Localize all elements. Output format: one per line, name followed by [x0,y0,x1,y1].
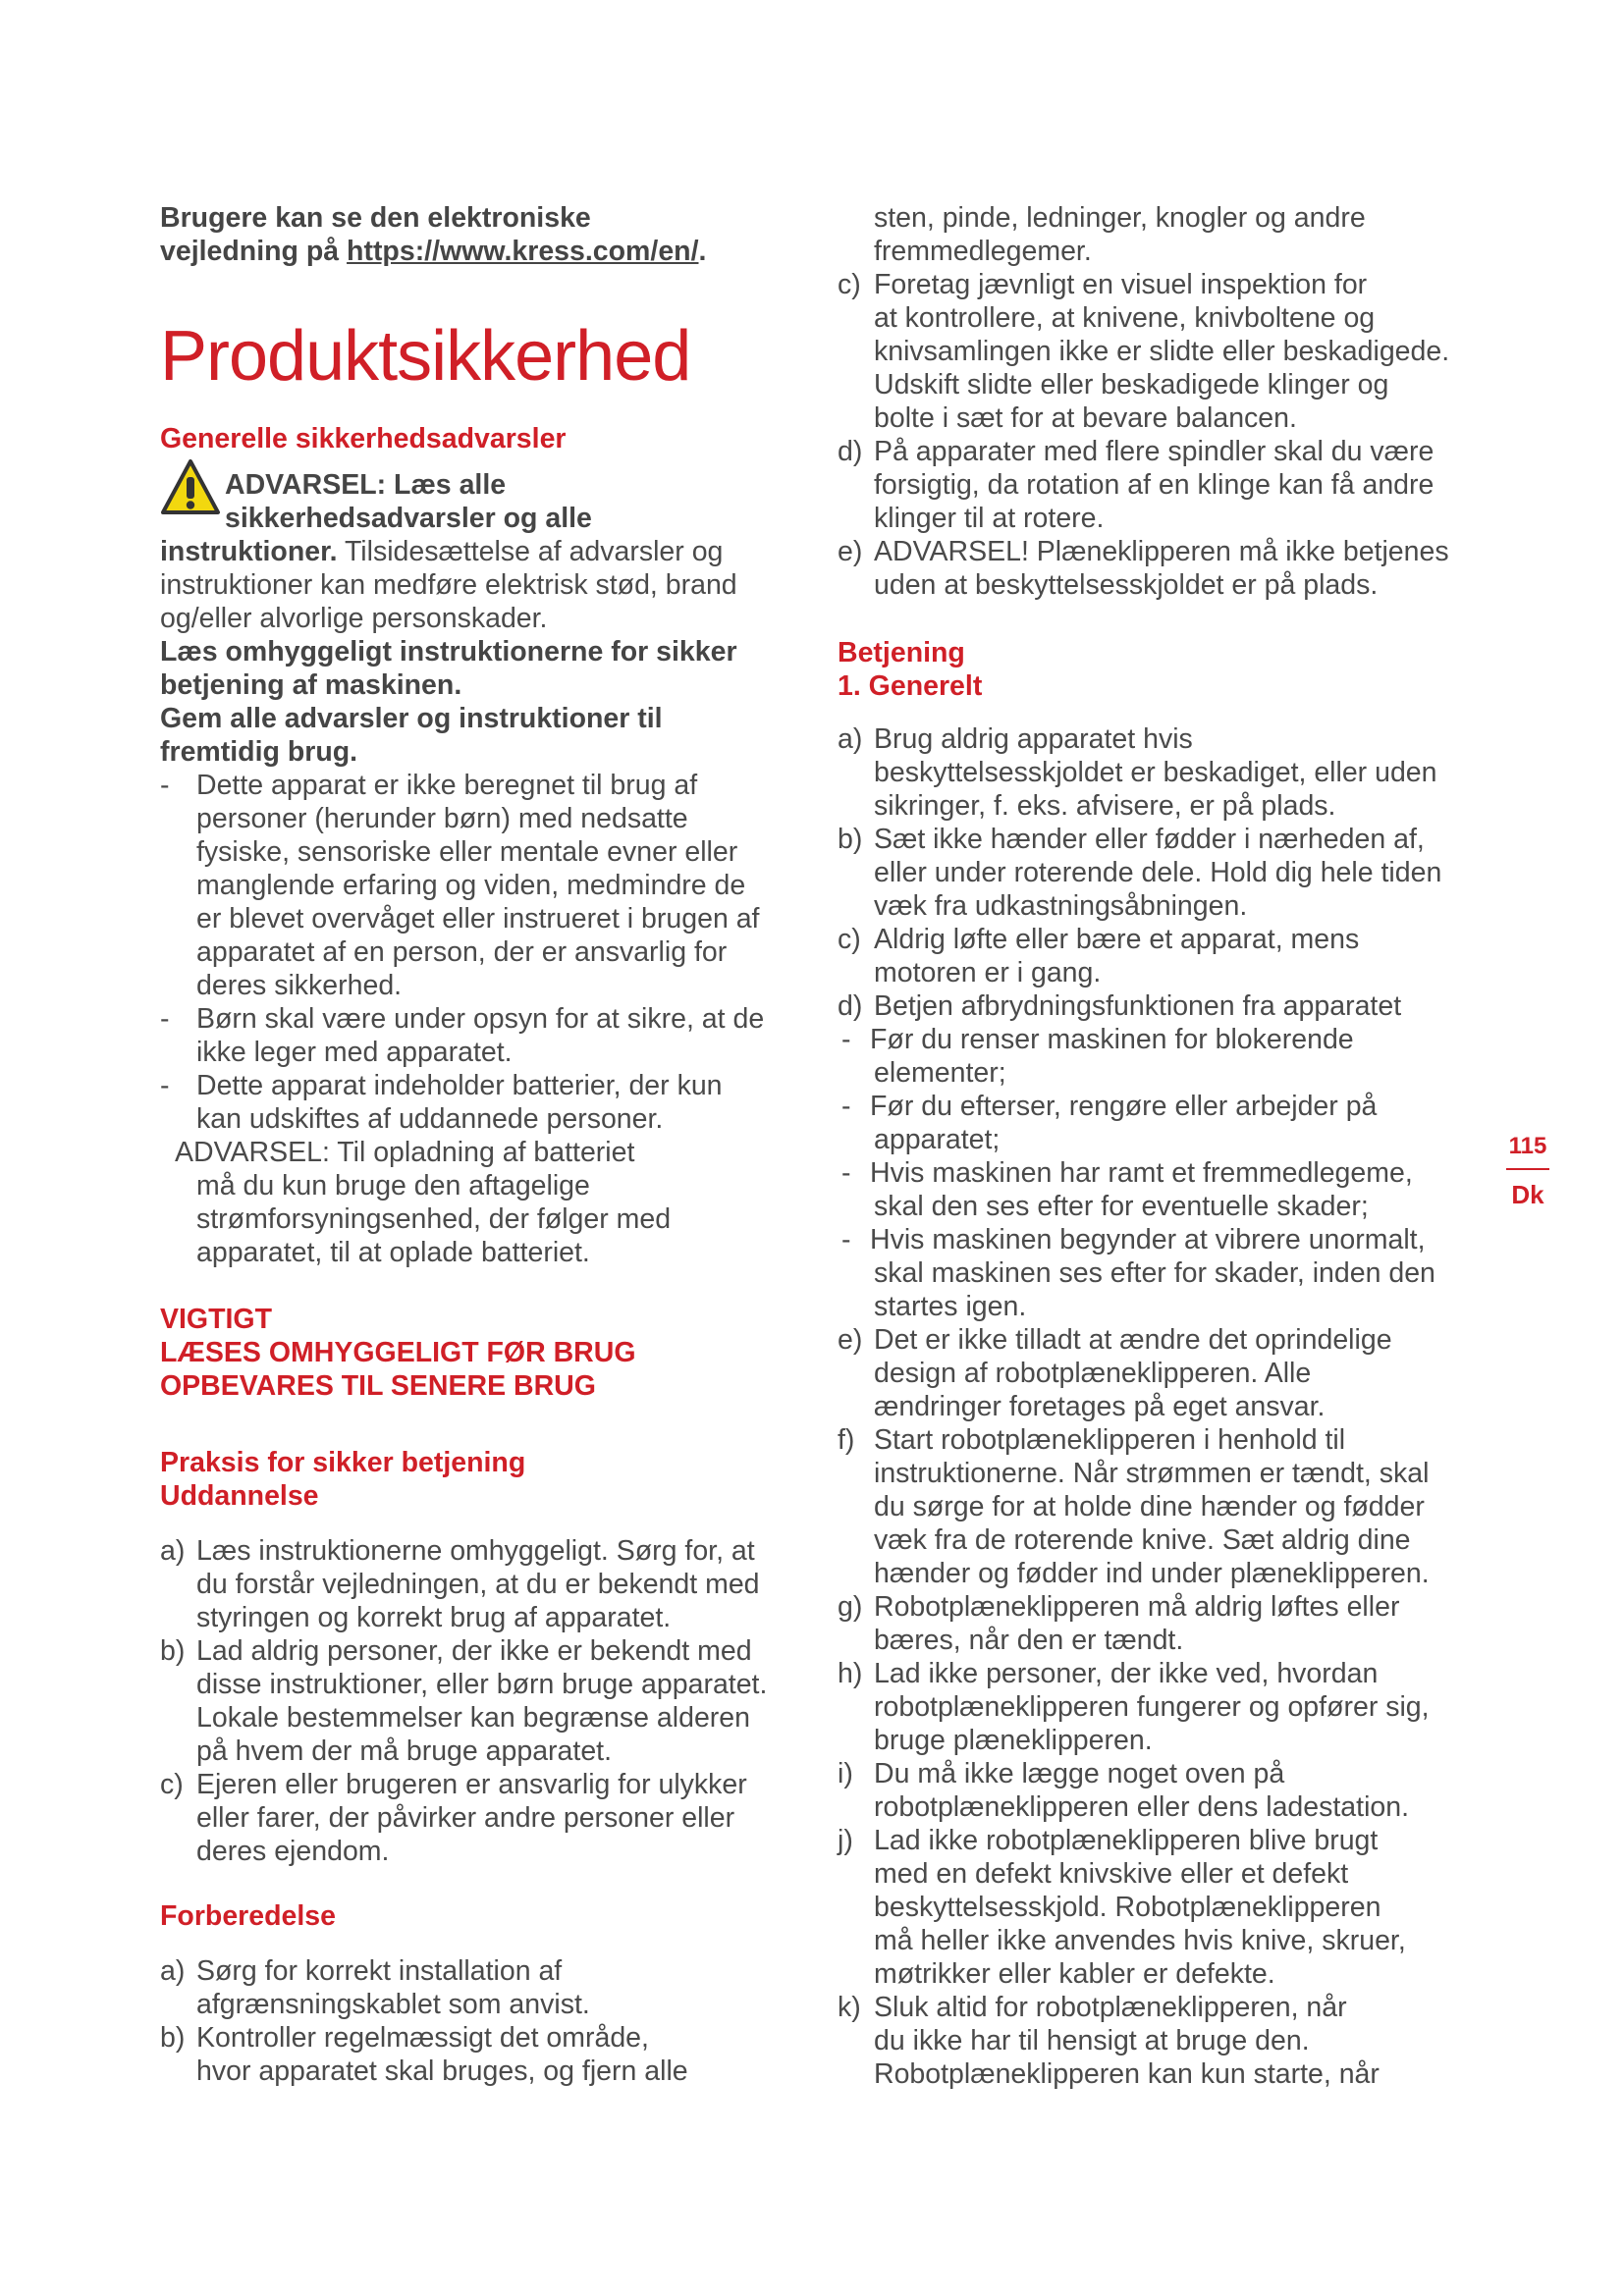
section-heading-general-warnings: Generelle sikkerhedsadvarsler [160,423,567,454]
important-heading: VIGTIGT [160,1304,272,1335]
op-item-b-line: eller under roterende dele. Hold dig hele tiden [874,857,1442,888]
list-item-a: a) Læs instruktionerne omhyggeligt. Sørg for, at [160,1535,755,1567]
battery-warning-line: ADVARSEL: Til opladning af batteriet [175,1137,635,1168]
continued-line: fremmedlegemer. [874,236,1092,267]
op-item-c: c) Aldrig løfte eller bære et apparat, mens [838,924,1360,955]
op-item-e-line: ændringer foretages på eget ansvar. [874,1391,1326,1422]
dash-item-1-line: apparatet af en person, der er ansvarlig for [196,936,728,968]
warning-text-line-3: og/eller alvorlige personskader. [160,603,548,634]
list-item-e: e) ADVARSEL! Plæneklipperen må ikke betjenes [838,536,1449,567]
warning-heading-line-2: sikkerhedsadvarsler og alle [225,503,592,534]
prep-item-b-line: hvor apparatet skal bruges, og fjern alle [196,2056,688,2087]
op-item-f-line: du sørge for at holde dine hænder og fødder [874,1491,1425,1522]
warning-text-line-2: instruktioner kan medføre elektrisk stød, brand [160,569,737,601]
language-code: Dk [1511,1180,1544,1209]
battery-warning-line: apparatet, til at oplade batteriet. [196,1237,590,1268]
bold-instruction-line: betjening af maskinen. [160,669,462,701]
op-item-a-line: beskyttelsesskjoldet er beskadiget, eller uden [874,757,1437,788]
list-item-c-line: Udskift slidte eller beskadigede klinger og [874,369,1389,400]
intro-line-1: Brugere kan se den elektroniske [160,202,591,234]
page-number: 115 [1508,1133,1547,1159]
dash-item-2: - Børn skal være under opsyn for at sikre, at de [160,1003,765,1035]
dash-item-1-line: deres sikkerhed. [196,970,403,1001]
op-item-d-dash-4-line: startes igen. [874,1291,1027,1322]
warning-triangle-icon [160,458,221,517]
intro-line-2: vejledning på https://www.kress.com/en/. [160,236,707,267]
op-item-b-line: væk fra udkastningsåbningen. [874,890,1248,922]
op-item-h-line: bruge plæneklipperen. [874,1725,1153,1756]
list-item-b-line: på hvem der må bruge apparatet. [196,1735,613,1767]
battery-warning-line: strømforsyningsenhed, der følger med [196,1203,672,1235]
op-item-d-dash-1: - Før du renser maskinen for blokerende [841,1024,1354,1055]
op-item-k-line: Robotplæneklipperen kan kun starte, når [874,2058,1380,2090]
warning-heading-line-1: ADVARSEL: Læs alle [225,469,507,501]
list-item-c-line: deres ejendom. [196,1836,390,1867]
important-heading: LÆSES OMHYGGELIGT FØR BRUG [160,1337,636,1368]
op-item-d-dash-2: - Før du efterser, rengøre eller arbejder på [841,1091,1378,1122]
list-item-c-line: bolte i sæt for at bevare balancen. [874,402,1297,434]
page-side-marker [1506,1133,1549,1209]
op-item-j-line: møtrikker eller kabler er defekte. [874,1958,1275,1990]
section-heading-training: Uddannelse [160,1480,319,1512]
dash-item-1-line: personer (herunder børn) med nedsatte [196,803,688,834]
dash-item-1-line: er blevet overvåget eller instrueret i brugen af [196,903,760,934]
op-item-g: g) Robotplæneklipperen må aldrig løftes eller [838,1591,1400,1623]
op-item-d-dash-3: - Hvis maskinen har ramt et fremmedlegeme, [841,1157,1413,1189]
list-item-d: d) På apparater med flere spindler skal du være [838,436,1435,467]
op-item-i-line: robotplæneklipperen eller dens ladestation. [874,1791,1410,1823]
dash-item-1-line: manglende erfaring og viden, medmindre de [196,870,746,901]
op-item-c-line: motoren er i gang. [874,957,1102,988]
op-item-d-dash-2-line: apparatet; [874,1124,1001,1155]
list-item-a-line: styringen og korrekt brug af apparatet. [196,1602,672,1633]
dash-item-1: - Dette apparat er ikke beregnet til brug af [160,770,698,801]
list-item-e-line: uden at beskyttelsesskjoldet er på plads. [874,569,1379,601]
bold-instruction-line: Gem alle advarsler og instruktioner til [160,703,663,734]
page-title: Produktsikkerhed [160,317,691,396]
op-item-f: f) Start robotplæneklipperen i henhold til [838,1424,1346,1456]
list-item-a-line: du forstår vejledningen, at du er bekendt med [196,1569,760,1600]
list-item-d-line: klinger til at rotere. [874,503,1105,534]
continued-line: sten, pinde, ledninger, knogler og andre [874,202,1366,234]
prep-item-a-line: afgrænsningskablet som anvist. [196,1989,590,2020]
list-item-c-line: at kontrollere, at knivene, knivboltene og [874,302,1376,334]
op-item-h: h) Lad ikke personer, der ikke ved, hvordan [838,1658,1379,1689]
list-item-c-line: eller farer, der påvirker andre personer eller [196,1802,735,1834]
op-item-d-dash-3-line: skal den ses efter for eventuelle skader; [874,1191,1369,1222]
section-heading-operation: Betjening [838,637,965,668]
op-item-d-dash-4: - Hvis maskinen begynder at vibrere unormalt, [841,1224,1426,1255]
list-item-b-line: disse instruktioner, eller børn bruge apparatet. [196,1669,768,1700]
op-item-a: a) Brug aldrig apparatet hvis [838,723,1193,755]
side-divider [1506,1168,1549,1170]
prep-item-b: b) Kontroller regelmæssigt det område, [160,2022,649,2054]
dash-item-3-line: kan udskiftes af uddannede personer. [196,1103,664,1135]
prep-item-a: a) Sørg for korrekt installation af [160,1955,563,1987]
op-item-e-line: design af robotplæneklipperen. Alle [874,1358,1312,1389]
dash-item-2-line: ikke leger med apparatet. [196,1037,513,1068]
op-item-f-line: hænder og fødder ind under plæneklipperen. [874,1558,1430,1589]
op-item-h-line: robotplæneklipperen fungerer og opfører sig, [874,1691,1430,1723]
op-item-g-line: bæres, når den er tændt. [874,1625,1184,1656]
op-item-i: i) Du må ikke lægge noget oven på [838,1758,1285,1789]
list-item-c: c) Ejeren eller brugeren er ansvarlig for ulykker [160,1769,747,1800]
op-item-j-line: beskyttelsesskjold. Robotplæneklipperen [874,1892,1381,1923]
op-item-a-line: sikringer, f. eks. afvisere, er på plads. [874,790,1336,822]
battery-warning-line: må du kun bruge den aftagelige [196,1170,590,1201]
op-item-k-line: du ikke har til hensigt at bruge den. [874,2025,1310,2056]
list-item-b-line: Lokale bestemmelser kan begrænse alderen [196,1702,750,1734]
section-heading-preparation: Forberedelse [160,1900,336,1932]
list-item-b: b) Lad aldrig personer, der ikke er bekendt med [160,1635,752,1667]
bold-instruction-line: Læs omhyggeligt instruktionerne for sikker [160,636,737,667]
op-item-j-line: med en defekt knivskive eller et defekt [874,1858,1349,1890]
dash-item-3: - Dette apparat indeholder batterier, der kun [160,1070,723,1101]
op-item-f-line: væk fra de roterende knive. Sæt aldrig dine [874,1524,1411,1556]
list-item-c: c) Foretag jævnligt en visuel inspektion for [838,269,1368,300]
op-item-k: k) Sluk altid for robotplæneklipperen, når [838,1992,1347,2023]
list-item-d-line: forsigtig, da rotation af en klinge kan få andre [874,469,1435,501]
op-item-f-line: instruktionerne. Når strømmen er tændt, skal [874,1458,1430,1489]
important-heading: OPBEVARES TIL SENERE BRUG [160,1370,596,1402]
op-item-j-line: må heller ikke anvendes hvis knive, skruer, [874,1925,1406,1956]
kress-link[interactable]: https://www.kress.com/en/ [347,236,699,267]
op-item-e: e) Det er ikke tilladt at ændre det oprindelige [838,1324,1392,1356]
op-item-d: d) Betjen afbrydningsfunktionen fra apparatet [838,990,1402,1022]
bold-instruction-line: fremtidig brug. [160,736,358,768]
dash-item-1-line: fysiske, sensoriske eller mentale evner eller [196,836,738,868]
section-heading-safe-operation: Praksis for sikker betjening [160,1447,526,1478]
op-item-b: b) Sæt ikke hænder eller fødder i nærheden af, [838,824,1425,855]
section-heading-general: 1. Generelt [838,670,983,702]
list-item-c-line: knivsamlingen ikke er slidte eller beskadigede. [874,336,1450,367]
op-item-d-dash-4-line: skal maskinen ses efter for skader, inden den [874,1257,1435,1289]
op-item-j: j) Lad ikke robotplæneklipperen blive brugt [838,1825,1379,1856]
warning-text-line-1: instruktioner. Tilsidesættelse af advarsler og [160,536,724,567]
op-item-d-dash-1-line: elementer; [874,1057,1006,1089]
